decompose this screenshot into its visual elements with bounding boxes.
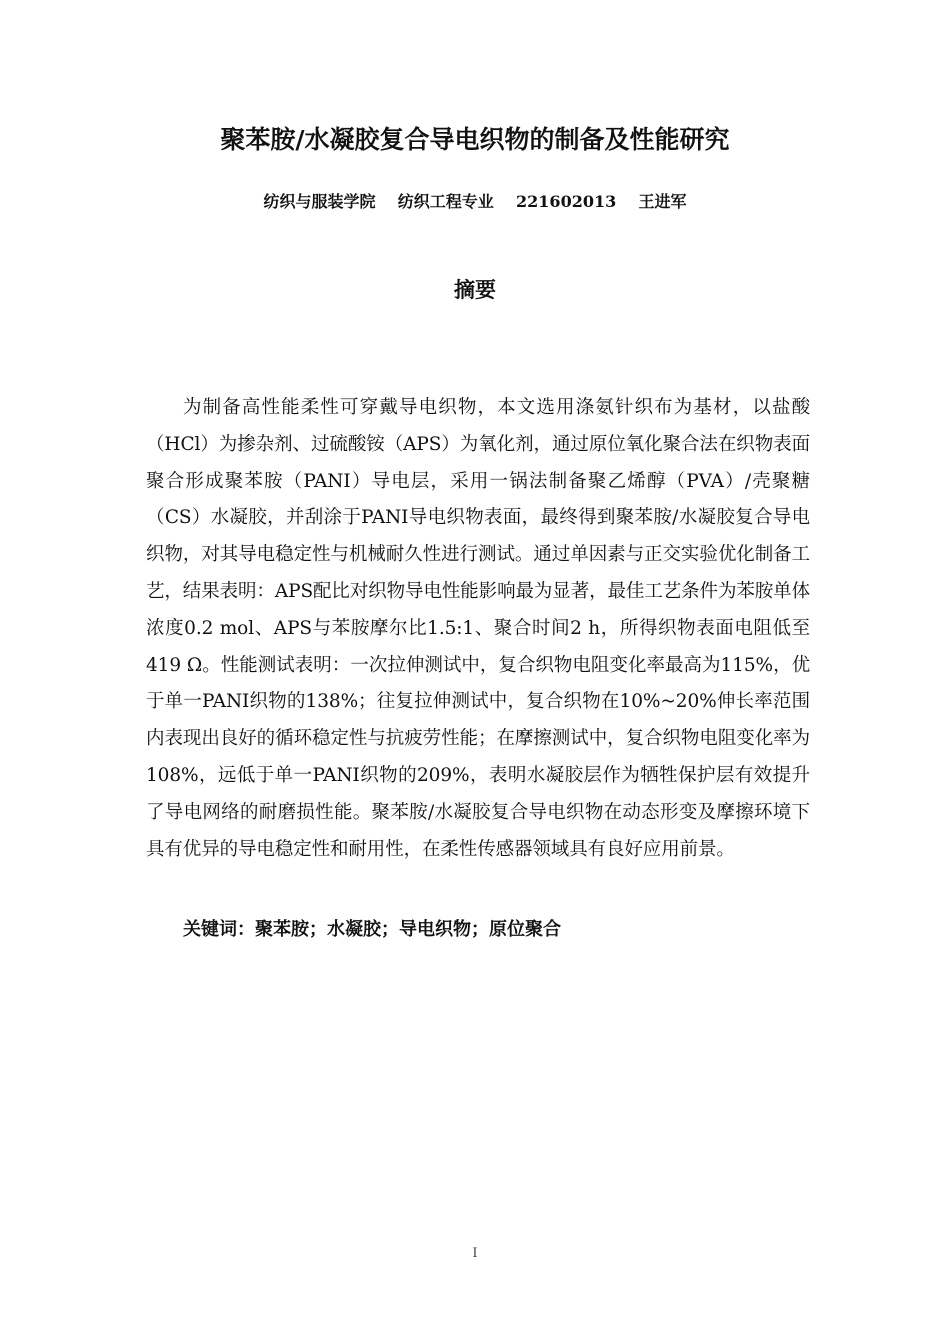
page-number: I (472, 1246, 478, 1261)
keywords: 关键词：聚苯胺；水凝胶；导电织物；原位聚合 (183, 919, 561, 940)
abstract-body: 为制备高性能柔性可穿戴导电织物，本文选用涤氨针织布为基材，以盐酸（HCl）为掺杂剂、过硫酸铵（APS）为氧化剂，通过原位氧化聚合法在织物表面聚合形成聚苯胺（PANI）导电层，采用一锅法制备聚乙烯醇（PVA）/壳聚糖（CS）水凝胶，并刮涂于PANI导电织物表面，最终得到聚苯胺/水凝胶复合导电织物，对其导电稳定性与机械耐久性进行测试。通过单因素与正交实验优化制备工艺，结果表明：APS配比对织物导电性能影响最为显著，最佳工艺条件为苯胺单体浓度0.2 mol、APS与苯胺摩尔比1.5:1、聚合时间2 h，所得织物表面电阻低至419 Ω。性能测试表明：一次拉伸测试中，复合织物电阻变化率最高为115%，优于单一PANI织物的138%；往复拉伸测试中，复合织物在10%~20%伸长率范围内表现出良好的循环稳定性与抗疲劳性能；在摩擦测试中，复合织物电阻变化率为108%，远低于单一PANI织物的209%，表明水凝胶层作为牺牲保护层有效提升了导电网络的耐磨损性能。聚苯胺/水凝胶复合导电织物在动态形变及摩擦环境下具有优异的导电稳定性和耐用性，在柔性传感器领域具有良好应用前景。 (146, 397, 810, 860)
author-line: 纺织与服装学院 纺织工程专业 221602013 王进军 (263, 192, 687, 211)
abstract-heading: 摘要 (454, 278, 496, 302)
document-title: 聚苯胺/水凝胶复合导电织物的制备及性能研究 (220, 125, 730, 154)
